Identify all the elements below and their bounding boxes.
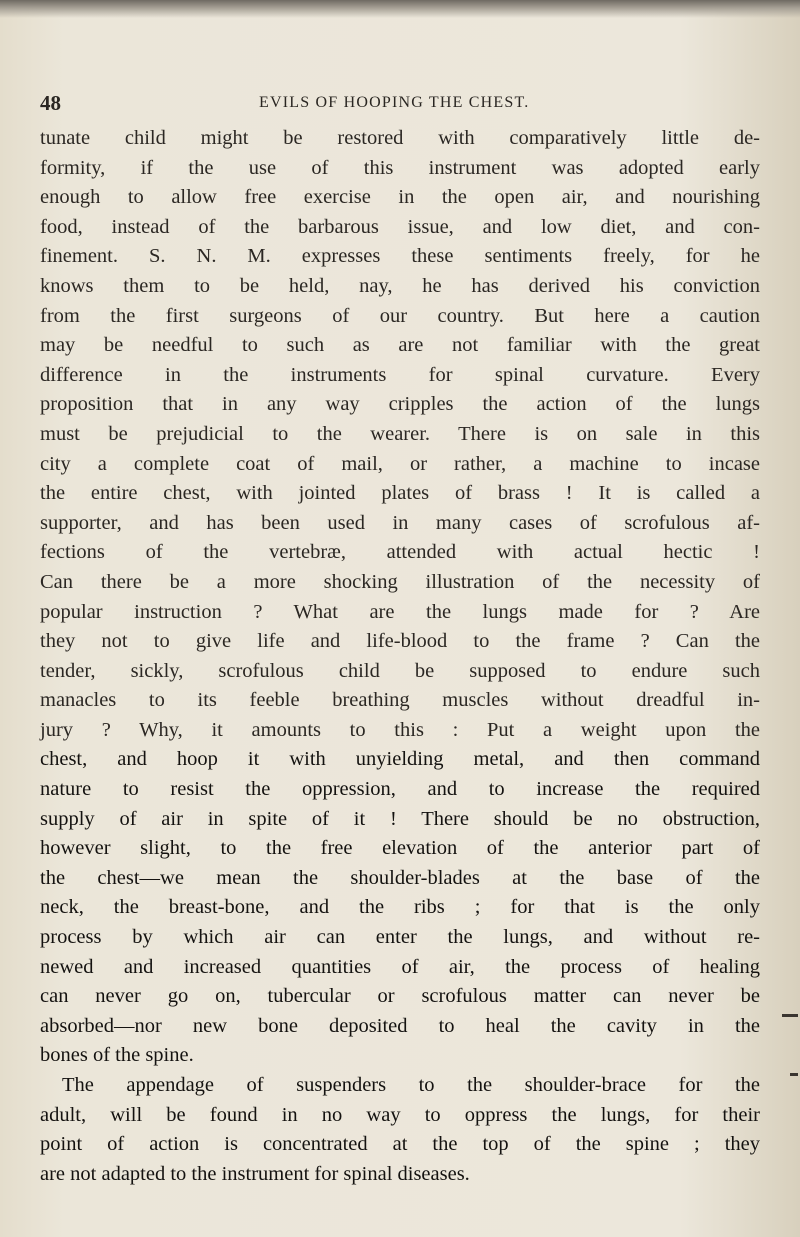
text-line: Can there be a more shocking illustration of the necessity of — [40, 570, 760, 593]
text-line: however slight, to the free elevation of the anterior part of — [40, 837, 760, 860]
margin-mark — [790, 1073, 798, 1076]
page-number: 48 — [40, 91, 61, 115]
text-line: absorbed—nor new bone deposited to heal the cavity in the — [40, 1014, 760, 1037]
running-title: EVILS OF HOOPING THE CHEST. — [259, 94, 530, 111]
text-line: they not to give life and life-blood to the frame ? Can the — [40, 630, 760, 653]
text-line: can never go on, tubercular or scrofulous matter can never be — [40, 985, 760, 1008]
text-line: supply of air in spite of it ! There should be no obstruction, — [40, 807, 760, 830]
text-line: tender, sickly, scrofulous child be supposed to endure such — [40, 659, 760, 682]
text-line: the chest—we mean the shoulder-blades at the base of the — [40, 866, 760, 889]
page-top-shadow — [0, 0, 800, 18]
text-line: difference in the instruments for spinal curvature. Every — [40, 363, 760, 386]
text-line: The appendage of suspenders to the shoulder-brace for the — [62, 1074, 760, 1096]
text-line: nature to resist the oppression, and to increase the required — [40, 778, 760, 801]
text-line: are not adapted to the instrument for spinal diseases. — [40, 1162, 470, 1185]
paragraph — [40, 1071, 760, 1189]
text-line: manacles to its feeble breathing muscles without dreadful in- — [40, 689, 760, 712]
text-line: popular instruction ? What are the lungs made for ? Are — [40, 600, 760, 623]
body-text — [40, 124, 760, 1189]
text-line: point of action is concentrated at the top of the spine ; they — [40, 1133, 760, 1156]
text-line: must be prejudicial to the wearer. There is on sale in this — [40, 422, 760, 445]
text-line: proposition that in any way cripples the action of the lungs — [40, 393, 760, 416]
text-line: food, instead of the barbarous issue, and low diet, and con- — [40, 215, 760, 238]
text-line: may be needful to such as are not familiar with the great — [40, 334, 760, 357]
text-line: tunate child might be restored with comparatively little de- — [40, 127, 760, 149]
text-line: newed and increased quantities of air, the process of healing — [40, 955, 760, 978]
text-line: finement. S. N. M. expresses these sentiments freely, for he — [40, 245, 760, 268]
paragraph — [40, 124, 760, 1071]
text-line: formity, if the use of this instrument was adopted early — [40, 156, 760, 179]
text-line: enough to allow free exercise in the open air, and nourishing — [40, 186, 760, 209]
margin-mark — [782, 1014, 798, 1017]
text-line: city a complete coat of mail, or rather, a machine to incase — [40, 452, 760, 475]
text-line: bones of the spine. — [40, 1044, 194, 1067]
text-line: chest, and hoop it with unyielding metal, and then command — [40, 748, 760, 771]
text-line: knows them to be held, nay, he has derived his conviction — [40, 274, 760, 297]
text-line: the entire chest, with jointed plates of brass ! It is called a — [40, 482, 760, 505]
text-line: neck, the breast-bone, and the ribs ; for that is the only — [40, 896, 760, 919]
text-line: process by which air can enter the lungs, and without re- — [40, 926, 760, 949]
text-line: fections of the vertebræ, attended with actual hectic ! — [40, 541, 760, 564]
text-line: from the first surgeons of our country. But here a caution — [40, 304, 760, 327]
text-line: jury ? Why, it amounts to this : Put a weight upon the — [40, 718, 760, 741]
running-head — [40, 91, 760, 115]
text-line: supporter, and has been used in many cases of scrofulous af- — [40, 511, 760, 534]
text-line: adult, will be found in no way to oppress the lungs, for their — [40, 1103, 760, 1126]
